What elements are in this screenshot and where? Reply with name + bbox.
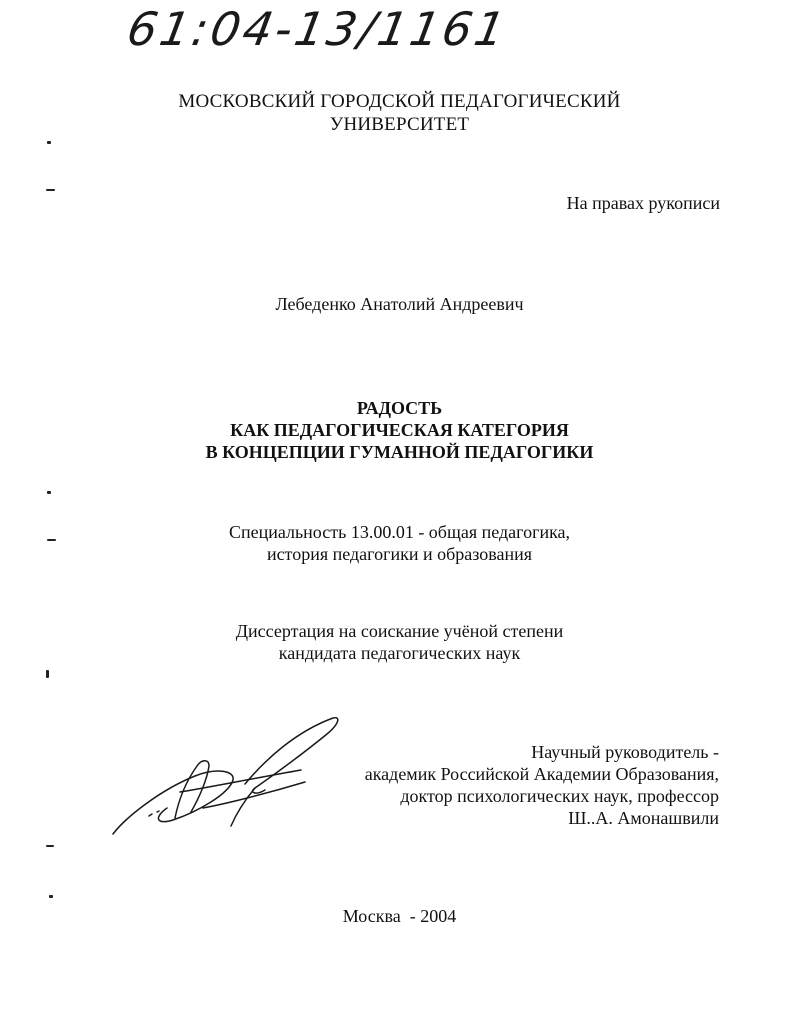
title-line-2: КАК ПЕДАГОГИЧЕСКАЯ КАТЕГОРИЯ	[230, 420, 569, 440]
specialty-line-1: Специальность 13.00.01 - общая педагогика,	[228, 522, 571, 542]
university-line-2: УНИВЕРСИТЕТ	[329, 114, 470, 135]
supervisor-line-4: Ш..А. Амонашвили	[568, 808, 719, 828]
margin-mark	[47, 539, 56, 541]
margin-mark	[47, 491, 51, 494]
rights-note: На правах рукописи	[566, 193, 720, 213]
margin-mark	[46, 189, 55, 191]
margin-mark	[47, 141, 51, 144]
place-and-year: Москва - 2004	[342, 906, 457, 926]
dissertation-line-2: кандидата педагогических наук	[278, 643, 521, 663]
supervisor-line-3: доктор психологических наук, профессор	[400, 786, 719, 806]
margin-mark	[46, 845, 54, 847]
title-line-3: В КОНЦЕПЦИИ ГУМАННОЙ ПЕДАГОГИКИ	[205, 442, 594, 462]
handwritten-catalog-code: 61:04-13/1161	[123, 2, 513, 56]
author-name: Лебеденко Анатолий Андреевич	[275, 294, 524, 314]
university-name	[0, 90, 799, 136]
dissertation-line-1: Диссертация на соискание учёной степени	[235, 621, 564, 641]
dissertation-type	[0, 620, 799, 664]
specialty	[0, 521, 799, 565]
supervisor-line-1: Научный руководитель -	[531, 742, 719, 762]
margin-mark	[49, 895, 53, 898]
supervisor-line-2: академик Российской Академии Образования,	[364, 764, 719, 784]
university-line-1: МОСКОВСКИЙ ГОРОДСКОЙ ПЕДАГОГИЧЕСКИЙ	[178, 91, 621, 112]
supervisor-block	[299, 741, 719, 829]
title-line-1: РАДОСТЬ	[356, 398, 443, 418]
margin-mark	[46, 670, 49, 678]
dissertation-title	[0, 397, 799, 463]
specialty-line-2: история педагогики и образования	[266, 544, 533, 564]
